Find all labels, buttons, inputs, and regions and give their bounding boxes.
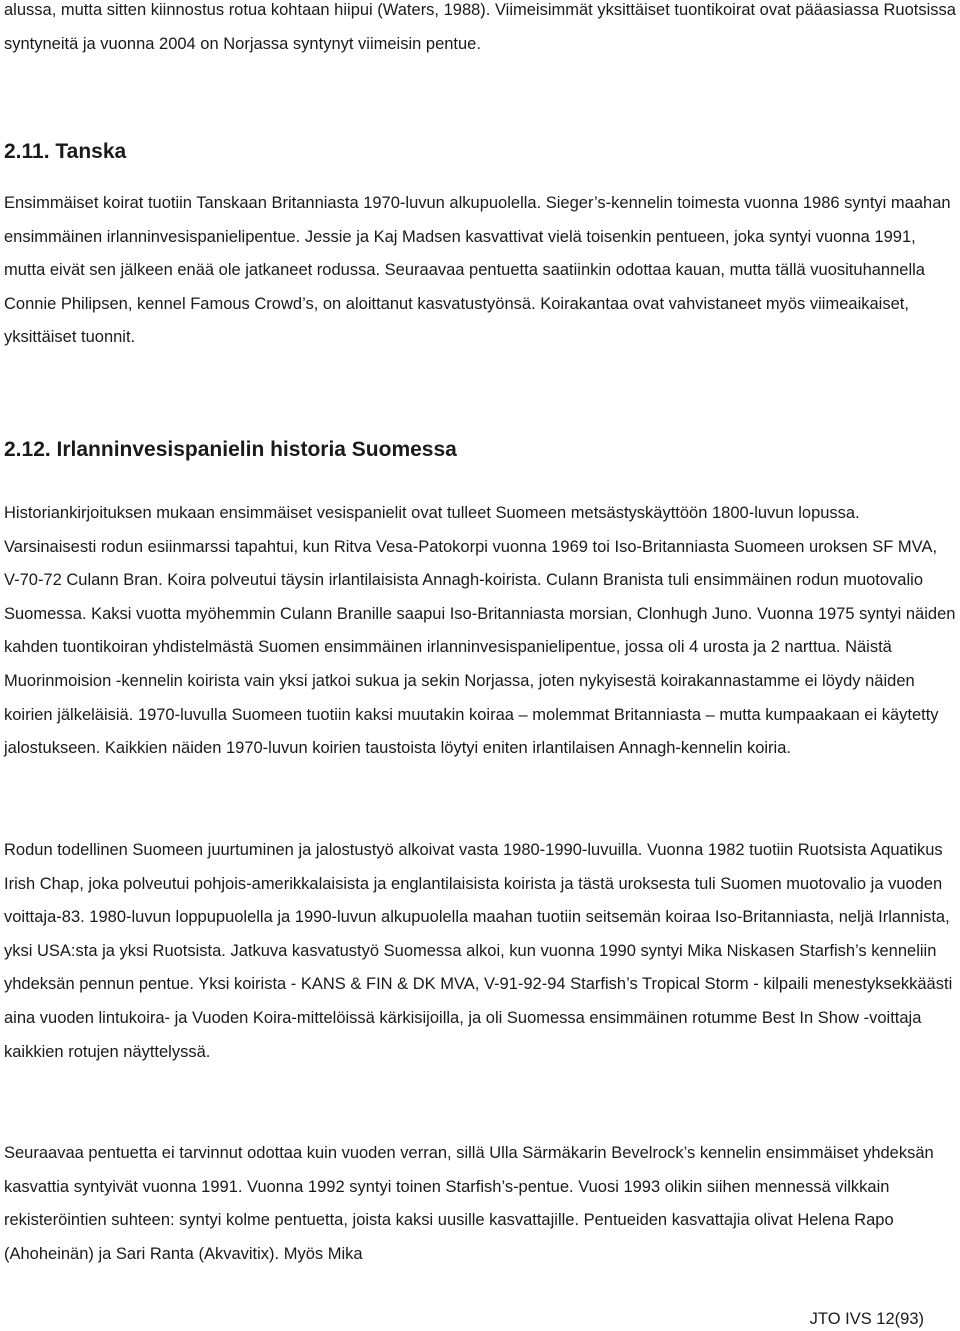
suomi-paragraph-1: Historiankirjoituksen mukaan ensimmäiset vesispanielit ovat tulleet Suomeen metsästyskäyttöön 1800-luvun lopussa. Varsinaisesti rodun esiinmarssi tapahtui, kun Ritva Vesa-Patokorpi vuonna 1969 toi Iso-Britanniasta Suomeen uroksen SF MVA, V-70-72 Culann Bran. Koira polveutui täysin irlantilaisista Annagh-koirista. Culann Branista tuli ensimmäinen rodun muotovalio Suomessa. Kaksi vuotta myöhemmin Culann Branille saapui Iso-Britanniasta morsian, Clonhugh Juno. Vuonna 1975 syntyi näiden kahden tuontikoiran yhdistelmästä Suomen ensimmäinen irlanninvesispanielipentue, jossa oli 4 urosta ja 2 narttua. Näistä Muorinmoision -kennelin koirista vain yksi jatkoi sukua ja sekin Norjassa, joten nykyisestä koirakannastamme ei löydy näiden koirien jälkeläisiä. 1970-luvulla Suomeen tuotiin kaksi muutakin koiraa – molemmat Britanniasta – mutta kumpaakaan ei käytetty jalostukseen. Kaikkien näiden 1970-luvun koirien taustoista löytyi eniten irlantilaisen Annagh-kennelin koiria. [4, 504, 956, 758]
page-footer: JTO IVS 12(93) [809, 1310, 924, 1328]
suomi-paragraph-3: Seuraavaa pentuetta ei tarvinnut odottaa kuin vuoden verran, sillä Ulla Särmäkarin Bevelrock’s kennelin ensimmäiset yhdeksän kasvattia syntyivät vuonna 1991. Vuonna 1992 syntyi toinen Starfish’s-pentue. Vuosi 1993 olikin siihen mennessä vilkkain rekisteröintien suhteen: syntyi kolme pentuetta, joista kaksi uusille kasvattajille. Pentueiden kasvattajia olivat Helena Rapo (Ahoheinän) ja Sari Ranta (Akvavitix). Myös Mika [4, 1144, 934, 1263]
tanska-paragraph: Ensimmäiset koirat tuotiin Tanskaan Britanniasta 1970-luvun alkupuolella. Sieger’s-kennelin toimesta vuonna 1986 syntyi maahan ensimmäinen irlanninvesispanielipentue. Jessie ja Kaj Madsen kasvattivat vielä toisenkin pentueen, joka syntyi vuonna 1991, mutta eivät sen jälkeen enää ole jatkaneet rodussa. Seuraavaa pentuetta saatiinkin odottaa kauan, mutta tällä vuosituhannella Connie Philipsen, kennel Famous Crowd’s, on aloittanut kasvatustyönsä. Koirakantaa ovat vahvistaneet myös viimeaikaiset, yksittäiset tuonnit. [4, 194, 951, 347]
section-heading-tanska: 2.11. Tanska [4, 140, 127, 163]
section-heading-suomi: 2.12. Irlanninvesispanielin historia Suomessa [4, 438, 457, 461]
suomi-paragraph-2: Rodun todellinen Suomeen juurtuminen ja jalostustyö alkoivat vasta 1980-1990-luvuilla. Vuonna 1982 tuotiin Ruotsista Aquatikus Irish Chap, joka polveutui pohjois-amerikkalaisista ja englantilaisista koirista ja tästä uroksesta tuli Suomen muotovalio ja vuoden voittaja-83. 1980-luvun loppupuolella ja 1990-luvun alkupuolella maahan tuotiin seitsemän koiraa Iso-Britanniasta, neljä Irlannista, yksi USA:sta ja yksi Ruotsista. Jatkuva kasvatustyö Suomessa alkoi, kun vuonna 1990 syntyi Mika Niskasen Starfish’s kenneliin yhdeksän pennun pentue. Yksi koirista - KANS & FIN & DK MVA, V-91-92-94 Starfish’s Tropical Storm - kilpaili menestyksekkäästi aina vuoden lintukoira- ja Vuoden Koira-mittelöissä kärkisijoilla, ja oli Suomessa ensimmäinen rotumme Best In Show -voittaja kaikkien rotujen näyttelyssä. [4, 841, 953, 1061]
intro-paragraph: alussa, mutta sitten kiinnostus rotua kohtaan hiipui (Waters, 1988). Viimeisimmät yksittäiset tuontikoirat ovat pääasiassa Ruotsissa syntyneitä ja vuonna 2004 on Norjassa syntynyt viimeisin pentue. [4, 1, 956, 53]
